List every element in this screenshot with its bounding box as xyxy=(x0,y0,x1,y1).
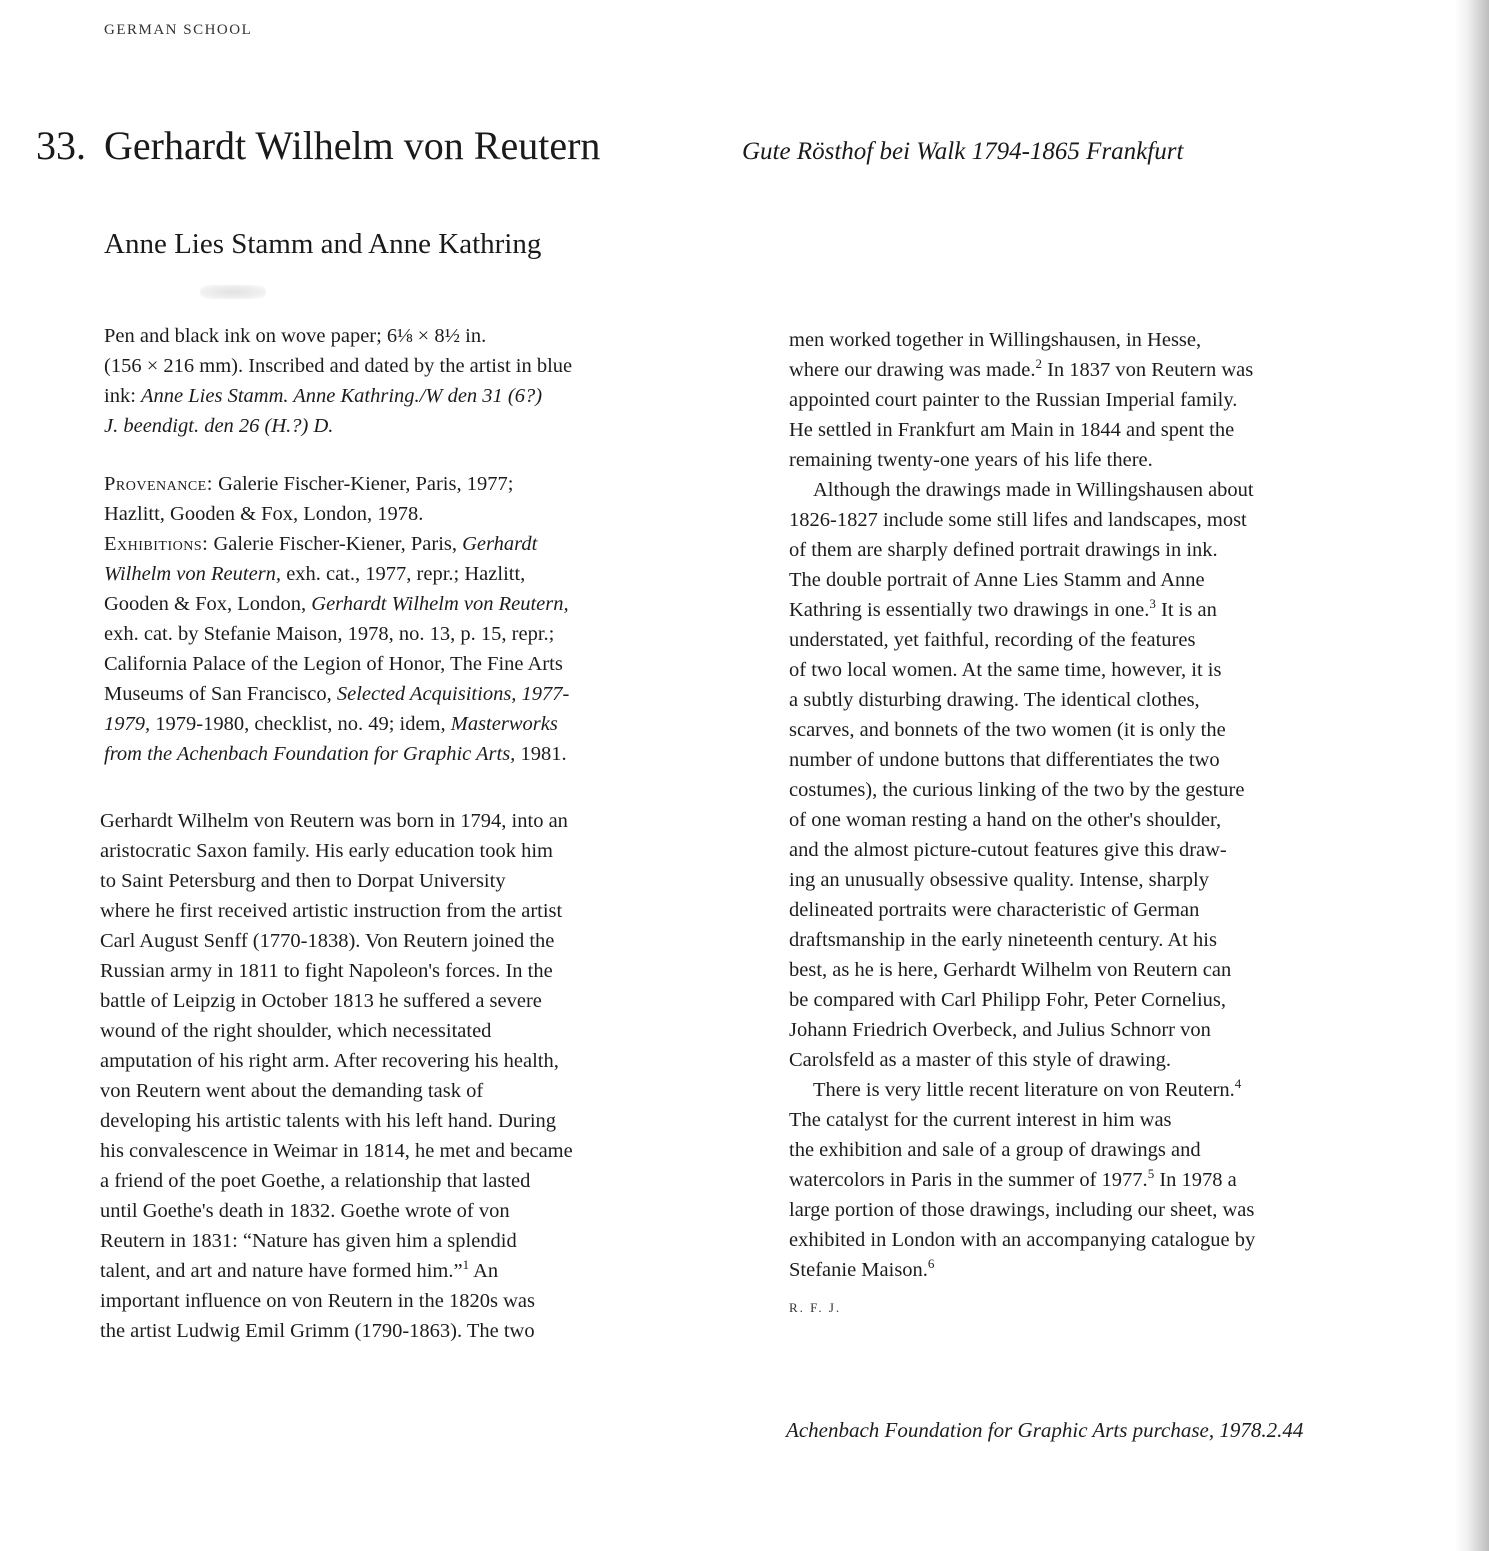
text-line: be compared with Carl Philipp Fohr, Peter Cornelius, xyxy=(789,989,1227,1011)
exhibition-title: Wilhelm von Reutern, xyxy=(104,563,282,585)
text-line: understated, yet faithful, recording of the features xyxy=(789,629,1196,651)
provenance-exhibitions xyxy=(104,469,569,769)
text-line: Pen and black ink on wove paper; 6⅛ × 8½ in. xyxy=(104,325,487,347)
text-line: Gerhardt Wilhelm von Reutern was born in 1794, into an xyxy=(100,810,568,832)
text-line: of two local women. At the same time, however, it is xyxy=(789,659,1222,681)
artist-name: Gerhardt Wilhelm von Reutern xyxy=(104,123,601,168)
text-line: the artist Ludwig Emil Grimm (1790-1863). The two xyxy=(100,1320,535,1342)
text-segment: Kathring is essentially two drawings in one. xyxy=(789,599,1150,621)
text-line: Carl August Senff (1770-1838). Von Reutern joined the xyxy=(100,930,555,952)
exhibition-title: Selected Acquisitions, 1977- xyxy=(336,683,570,705)
text-line: important influence on von Reutern in the 1820s was xyxy=(100,1290,535,1312)
catalogue-number: 33. xyxy=(36,123,86,168)
text-line: The double portrait of Anne Lies Stamm and Anne xyxy=(789,569,1205,591)
exhibition-title: from the Achenbach Foundation for Graphic Arts, xyxy=(104,743,516,765)
text-line: exhibited in London with an accompanying catalogue by xyxy=(789,1229,1256,1251)
inscription-text: J. beendigt. den 26 (H.?) D. xyxy=(104,415,334,437)
text-line: a friend of the poet Goethe, a relationship that lasted xyxy=(100,1170,531,1192)
exhibition-title: 1979, xyxy=(104,713,151,735)
footnote-marker: 4 xyxy=(1234,1076,1242,1091)
text-line: of them are sharply defined portrait drawings in ink. xyxy=(789,539,1218,561)
exhibition-title: Gerhardt xyxy=(462,533,538,555)
exhibition-title: Masterworks xyxy=(450,713,558,735)
text-line xyxy=(104,381,572,411)
text-line: 1826-1827 include some still lifes and landscapes, most xyxy=(789,509,1247,531)
text-line: draftsmanship in the early nineteenth century. At his xyxy=(789,929,1217,951)
text-line: costumes), the curious linking of the two by the gesture xyxy=(789,779,1245,801)
exhibitions-text: 1981. xyxy=(515,743,567,765)
exhibitions-text: Gooden & Fox, London, xyxy=(104,593,312,615)
text-line: Although the drawings made in Willingshausen about xyxy=(813,479,1254,501)
provenance-label: Provenance: xyxy=(104,473,213,495)
text-segment: In 1837 von Reutern was xyxy=(1041,359,1254,381)
text-line xyxy=(104,679,569,709)
text-line: ing an unusually obsessive quality. Intense, sharply xyxy=(789,869,1209,891)
text-segment: In 1978 a xyxy=(1154,1169,1237,1191)
text-line xyxy=(789,1165,1255,1195)
author-initials: R. F. J. xyxy=(789,1300,842,1315)
text-line: until Goethe's death in 1832. Goethe wrote of von xyxy=(100,1200,510,1222)
text-line xyxy=(100,1256,573,1286)
text-segment: It is an xyxy=(1155,599,1217,621)
text-line: amputation of his right arm. After recovering his health, xyxy=(100,1050,559,1072)
text-line: aristocratic Saxon family. His early education took him xyxy=(100,840,553,862)
text-line: von Reutern went about the demanding task of xyxy=(100,1080,484,1102)
text-line: to Saint Petersburg and then to Dorpat University xyxy=(100,870,506,892)
text-line: He settled in Frankfurt am Main in 1844 and spent the xyxy=(789,419,1235,441)
text-line: Carolsfeld as a master of this style of drawing. xyxy=(789,1049,1172,1071)
text-line: Hazlitt, Gooden & Fox, London, 1978. xyxy=(104,503,424,525)
text-segment: An xyxy=(469,1260,499,1282)
page-gutter-shadow xyxy=(1455,0,1489,1551)
exhibitions-label: Exhibitions: xyxy=(104,533,209,555)
footnote-marker: 6 xyxy=(927,1256,935,1271)
text-line: California Palace of the Legion of Honor, The Fine Arts xyxy=(104,653,563,675)
text-line: developing his artistic talents with his left hand. During xyxy=(100,1110,557,1132)
text-line: where he first received artistic instruction from the artist xyxy=(100,900,563,922)
text-line xyxy=(104,529,569,559)
ink-label: ink: xyxy=(104,385,142,407)
footnote-marker: 3 xyxy=(1149,596,1156,611)
text-line xyxy=(104,589,569,619)
text-line: of one woman resting a hand on the other's shoulder, xyxy=(789,809,1222,831)
text-line: exh. cat. by Stefanie Maison, 1978, no. 13, p. 15, repr.; xyxy=(104,623,555,645)
text-line: and the almost picture-cutout features give this draw- xyxy=(789,839,1227,861)
text-segment: Stefanie Maison. xyxy=(789,1259,928,1281)
text-line: a subtly disturbing drawing. The identical clothes, xyxy=(789,689,1200,711)
text-line: wound of the right shoulder, which necessitated xyxy=(100,1020,492,1042)
exhibitions-text: 1979-1980, checklist, no. 49; idem, xyxy=(150,713,451,735)
text-segment: There is very little recent literature on von Reutern. xyxy=(813,1079,1235,1101)
exhibition-title: Gerhardt Wilhelm von Reutern, xyxy=(311,593,569,615)
text-line: men worked together in Willingshausen, in Hesse, xyxy=(789,329,1202,351)
text-line: best, as he is here, Gerhardt Wilhelm von Reutern can xyxy=(789,959,1232,981)
exhibitions-text: Museums of San Francisco, xyxy=(104,683,337,705)
text-line: The catalyst for the current interest in him was xyxy=(789,1109,1172,1131)
text-line xyxy=(789,355,1255,385)
text-line: delineated portraits were characteristic of German xyxy=(789,899,1200,921)
footnote-marker: 2 xyxy=(1035,356,1042,371)
text-line: (156 × 216 mm). Inscribed and dated by the artist in blue xyxy=(104,355,573,377)
text-line: Johann Friedrich Overbeck, and Julius Schnorr von xyxy=(789,1019,1211,1041)
text-line xyxy=(104,469,569,499)
text-line: the exhibition and sale of a group of drawings and xyxy=(789,1139,1201,1161)
provenance-text: Galerie Fischer-Kiener, Paris, 1977; xyxy=(212,473,514,495)
footnote-marker: 1 xyxy=(462,1257,470,1272)
footnote-marker: 5 xyxy=(1147,1166,1155,1181)
text-segment: where our drawing was made. xyxy=(789,359,1036,381)
text-segment: talent, and art and nature have formed him.” xyxy=(100,1260,463,1282)
essay-column-right xyxy=(789,325,1255,1285)
text-line: scarves, and bonnets of the two women (it is only the xyxy=(789,719,1226,741)
credit-line: Achenbach Foundation for Graphic Arts purchase, 1978.2.44 xyxy=(786,1418,1304,1442)
text-line: his convalescence in Weimar in 1814, he met and became xyxy=(100,1140,573,1162)
text-line: battle of Leipzig in October 1813 he suffered a severe xyxy=(100,990,542,1012)
exhibitions-text: Galerie Fischer-Kiener, Paris, xyxy=(208,533,463,555)
text-line: appointed court painter to the Russian Imperial family. xyxy=(789,389,1238,411)
text-line: Russian army in 1811 to fight Napoleon's forces. In the xyxy=(100,960,553,982)
biography-column xyxy=(100,806,573,1346)
text-line xyxy=(789,1075,1255,1105)
technical-details xyxy=(104,321,572,441)
inscription-text: Anne Lies Stamm. Anne Kathring./W den 31 (6?) xyxy=(141,385,543,407)
exhibitions-text: exh. cat., 1977, repr.; Hazlitt, xyxy=(281,563,526,585)
text-line: large portion of those drawings, including our sheet, was xyxy=(789,1199,1255,1221)
text-line: number of undone buttons that differentiates the two xyxy=(789,749,1220,771)
text-line xyxy=(104,709,569,739)
text-line: Reutern in 1831: “Nature has given him a splendid xyxy=(100,1230,517,1252)
artist-dates: Gute Rösthof bei Walk 1794-1865 Frankfurt xyxy=(742,138,1184,165)
text-line xyxy=(104,559,569,589)
artwork-title: Anne Lies Stamm and Anne Kathring xyxy=(104,228,542,260)
text-line xyxy=(789,595,1255,625)
text-line: remaining twenty-one years of his life there. xyxy=(789,449,1153,471)
print-smudge xyxy=(200,285,266,299)
text-segment: watercolors in Paris in the summer of 1977. xyxy=(789,1169,1148,1191)
text-line xyxy=(789,1255,1255,1285)
running-head: GERMAN SCHOOL xyxy=(104,22,253,38)
text-line xyxy=(104,739,569,769)
